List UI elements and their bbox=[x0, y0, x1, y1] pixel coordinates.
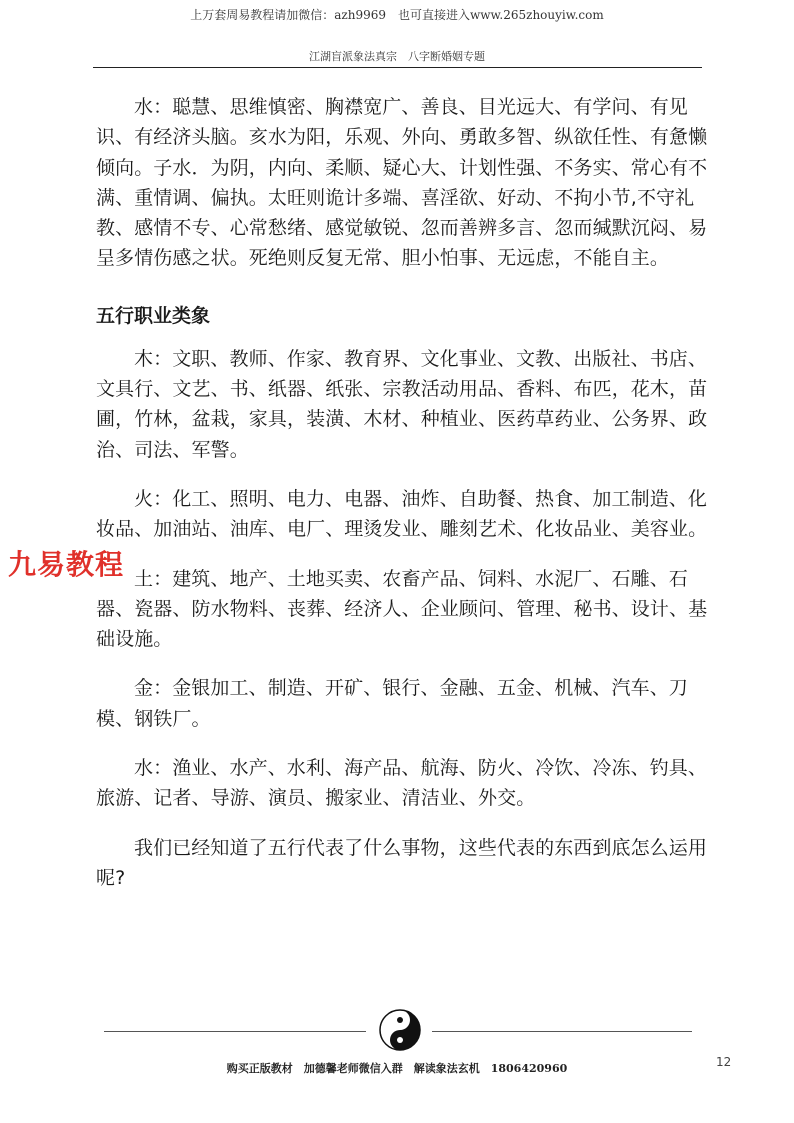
footer-divider-right bbox=[432, 1031, 692, 1032]
footer-note: 购买正版教材 加德馨老师微信入群 解读象法玄机 1806420960 bbox=[226, 1062, 568, 1075]
yinyang-icon bbox=[378, 1008, 422, 1052]
page-body bbox=[96, 92, 708, 912]
paragraph-earth-careers: 土：建筑、地产、土地买卖、农畜产品、饲料、水泥厂、石雕、石器、瓷器、防水物料、丧葬、经济人、企业顾问、管理、秘书、设计、基础设施。 bbox=[96, 567, 708, 651]
paragraph-water-traits: 水：聪慧、思维慎密、胸襟宽广、善良、目光远大、有学问、有见识、有经济头脑。亥水为阳，乐观、外向、勇敢多智、纵欲任性、有惫懒倾向。子水．为阴，内向、柔顺、疑心大、计划性强、不务实、常心有不满、重情调、偏执。太旺则诡计多端、喜淫欲、好动、不拘小节,不守礼教、感情不专、心常愁绪、感觉敏锐、忽而善辨多言、忽而缄默沉闷、易呈多情伤感之状。死绝则反复无常、胆小怕事、无远虑，不能自主。 bbox=[96, 96, 708, 270]
running-header: 江湖盲派象法真宗 八字断婚姻专题 bbox=[309, 50, 485, 63]
paragraph-fire-careers: 火：化工、照明、电力、电器、油炸、自助餐、热食、加工制造、化妆品、加油站、油库、电厂、理烫发业、雕刻艺术、化妆品业、美容业。 bbox=[96, 487, 708, 541]
page-number: 12 bbox=[716, 1055, 732, 1069]
paragraph-water-careers: 水：渔业、水产、水利、海产品、航海、防火、冷饮、冷冻、钓具、旅游、记者、导游、演员、搬家业、清洁业、外交。 bbox=[96, 757, 708, 810]
paragraph-metal-careers: 金：金银加工、制造、开矿、银行、金融、五金、机械、汽车、刀模、钢铁厂。 bbox=[96, 677, 688, 730]
watermark-text: 九易教程 bbox=[8, 548, 125, 581]
footer-divider-left bbox=[104, 1031, 366, 1032]
paragraph-closing-question: 我们已经知道了五行代表了什么事物，这些代表的东西到底怎么运用呢? bbox=[96, 836, 708, 889]
section-heading: 五行职业类象 bbox=[96, 304, 211, 327]
header-divider bbox=[93, 67, 702, 68]
paragraph-wood-careers: 木：文职、教师、作家、教育界、文化事业、文教、出版社、书店、文具行、文艺、书、纸器、纸张、宗教活动用品、香料、布匹，花木，苗圃，竹林，盆栽，家具，装潢、木材、种植业、医药草药业、公务界、政治、司法、军警。 bbox=[96, 347, 708, 461]
top-banner: 上万套周易教程请加微信：azh9969 也可直接进入www.265zhouyiw.com bbox=[190, 8, 604, 22]
